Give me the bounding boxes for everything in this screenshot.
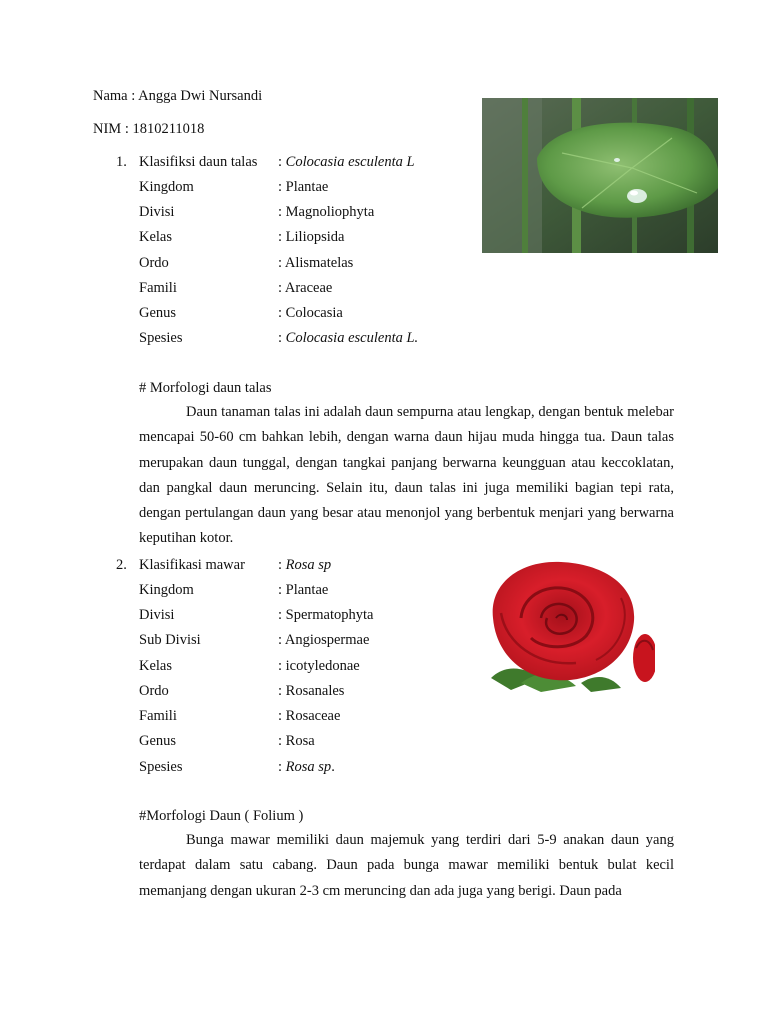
section1-title-value <box>278 152 415 172</box>
section2-morfologi-paragraph: Bunga mawar memiliki daun majemuk yang terdiri dari 5-9 anakan daun yang terdapat dalam satu cabang. Daun pada bunga mawar memiliki bentuk bulat kecil memanjang dengan ukuran 2-3 cm meruncing dan ada juga yang berigi. Daun pada <box>139 832 674 899</box>
section1-morfologi-heading: # Morfologi daun talas <box>139 380 272 396</box>
section2-row-value: : Spermatophyta <box>278 607 374 624</box>
section1-row-key: Famili <box>139 279 177 296</box>
red-rose-image <box>481 558 655 693</box>
section2-row-key: Ordo <box>139 682 169 699</box>
section1-row-value: : Colocasia <box>278 305 343 321</box>
section1-row-key: Kelas <box>139 229 173 246</box>
section1-row-value: : Plantae <box>278 179 329 195</box>
section2-row-key: Kingdom <box>139 582 194 598</box>
section1-spesies-name: Colocasia esculenta L. <box>285 330 419 346</box>
section1-row-value: : Magnoliophyta <box>278 204 375 221</box>
section2-spesies-key: Spesies <box>139 759 183 775</box>
section1-row-key: Genus <box>139 305 177 321</box>
section1-row-value: : Liliopsida <box>278 229 345 246</box>
section2-spesies-period: . <box>331 759 335 775</box>
section2-title-value <box>278 555 331 575</box>
taro-leaf-photo <box>482 98 718 253</box>
section1-spesies-value <box>278 328 418 348</box>
taro-leaf-image <box>482 98 718 253</box>
section1-spesies-key: Spesies <box>139 330 183 346</box>
section2-row-value: : Rosaceae <box>278 708 341 724</box>
section2-spesies-colon: : <box>278 759 286 775</box>
section2-morfologi-heading: #Morfologi Daun ( Folium ) <box>139 808 304 824</box>
section1-morfologi-paragraph: Daun tanaman talas ini adalah daun sempurna atau lengkap, dengan bentuk melebar mencapai 50-60 cm bahkan lebih, dengan warna daun hijau muda hingga tua. Daun talas merupakan daun tunggal, dengan tangkai panjang berwarna keungguan atau keccoklatan, dan pangkal daun meruncing. Selain itu, daun talas ini juga memiliki bagian tepi rata, dengan pertulangan daun yang besar atau menonjol yang berbentuk menjari yang berwarna keputihan kotor. <box>139 404 674 547</box>
section2-row-key: Genus <box>139 733 177 750</box>
section2-title-colon: : <box>278 557 286 573</box>
section1-title: Klasifiksi daun talas <box>139 154 258 170</box>
section2-scientific-name: Rosa sp <box>285 557 332 573</box>
section2-row-value: : icotyledonae <box>278 657 360 674</box>
section2-row-key: Kelas <box>139 657 173 674</box>
section2-spesies-name: Rosa sp <box>285 759 332 775</box>
section2-row-key: Divisi <box>139 607 175 624</box>
red-rose-photo <box>481 558 655 693</box>
section2-row-key: Sub Divisi <box>139 632 201 649</box>
student-name: Nama : Angga Dwi Nursandi <box>93 88 263 104</box>
section1-number: 1. <box>116 154 127 170</box>
section2-row-key: Famili <box>139 708 177 724</box>
section1-spesies-colon: : <box>278 330 286 346</box>
section2-spesies-value <box>278 757 335 777</box>
section2-number: 2. <box>116 557 127 573</box>
section2-row-value: : Rosa <box>278 733 315 750</box>
section1-row-key: Kingdom <box>139 179 194 195</box>
section1-row-key: Ordo <box>139 254 169 271</box>
student-nim: NIM : 1810211018 <box>93 121 205 137</box>
section1-row-key: Divisi <box>139 204 175 221</box>
section2-row-value: : Angiospermae <box>278 632 370 649</box>
section1-scientific-name: Colocasia esculenta L <box>285 154 415 170</box>
section1-title-colon: : <box>278 154 286 170</box>
section1-row-value: : Alismatelas <box>278 254 354 271</box>
section1-row-value: : Araceae <box>278 279 333 296</box>
section2-row-value: : Rosanales <box>278 682 345 699</box>
section2-row-value: : Plantae <box>278 582 329 598</box>
section2-title: Klasifikasi mawar <box>139 557 245 573</box>
